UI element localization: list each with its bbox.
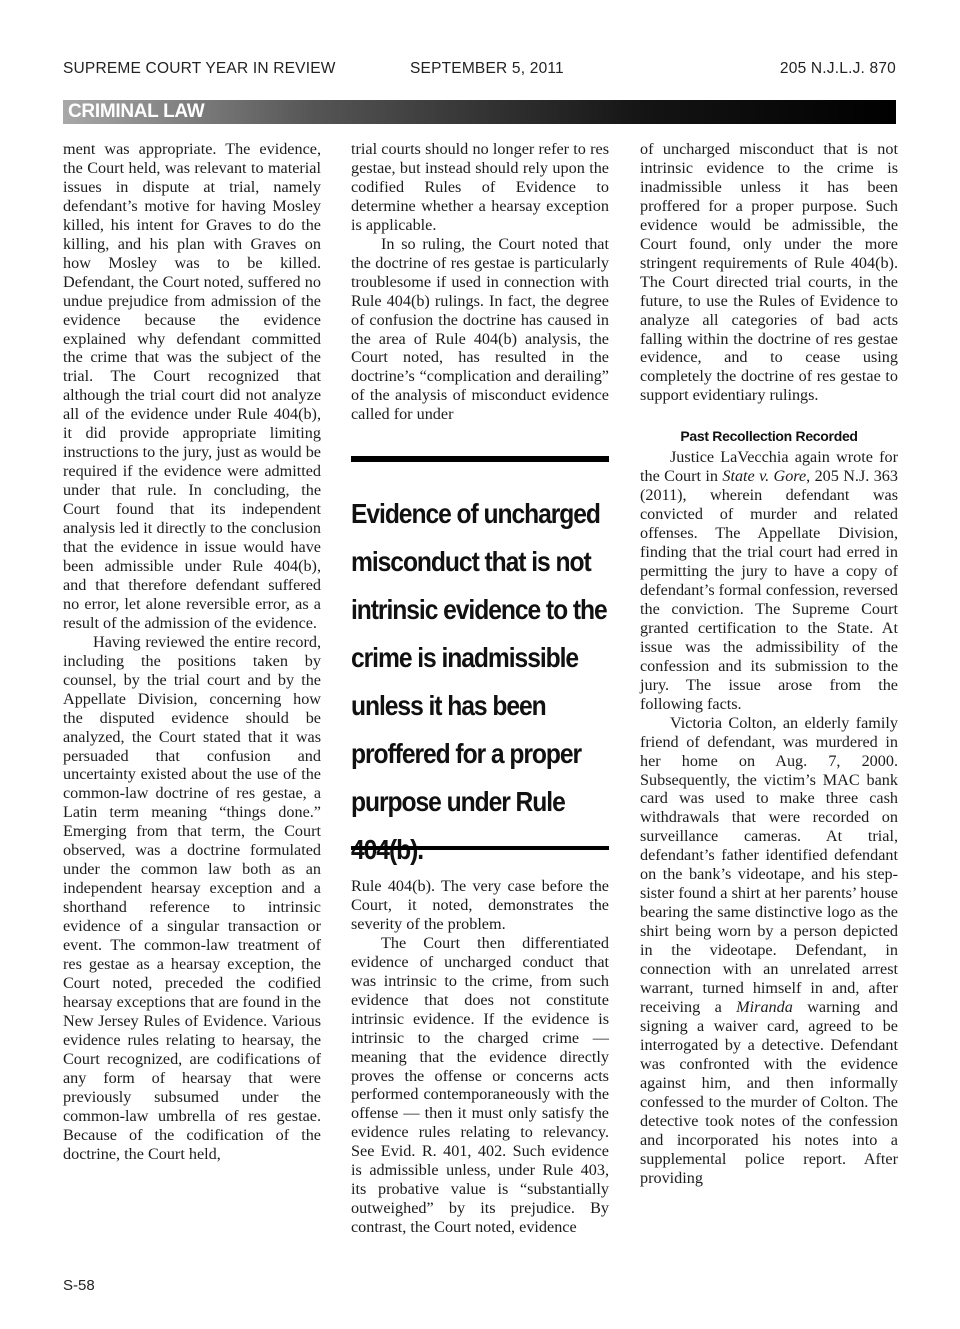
text-run: , 205 N.J. 363 (2011), wherein defendant was convicted of murder and related offenses. The Appellate Division, finding that the trial court had erred in permitting the jury to have a copy of defendant’s formal confession, reversed the conviction. The Supreme Court granted certification to the State. At issue was the admissibility of the confession and its submission to the jury. The issue arose from the following facts. [640,467,899,713]
page-number: S-58 [63,1277,95,1294]
paragraph: The Court then differentiated evidence of uncharged conduct that was intrinsic to the crime, from such evidence that does not constitute intrinsic evidence. If the evidence is intrinsic to the charged crime — meaning that the evidence directly proves the offense or concerns acts performed contemporaneously with the offense — then it must only satisfy the evidence rules relating to relevancy. See Evid. R. 401, 402. Such evidence is admissible unless, under Rule 403, its probative value is “substantially outweighed” by its prejudice. By contrast, the Court noted, evidence [351,933,609,1237]
text-run: Justice LaVecchia again wrote for the Court in [640,448,898,486]
column-2-continued [351,877,609,1237]
text-run: warning and signing a waiver card, agreed to be interrogated by a detective. Defendant was confronted with the evidence against him, and then informally confessed to the murder of Colton. The detective took notes of the confession and incorporated his notes into a supplemental police report. After providing [640,997,899,1187]
paragraph: Rule 404(b). The very case before the Court, it noted, demonstrates the severity of the problem. [351,877,609,933]
section-bar [63,100,896,124]
paragraph: Having reviewed the entire record, including the positions taken by counsel, by the trial court and by the Appellate Division, concerning how the disputed evidence should be analyzed, the Court stated that it was persuaded that confusion and uncertainty existed about the use of the common-law doctrine of res gestae, a Latin term meaning “things done.” Emerging from that term, the Court observed, was a doctrine formulated under the common law both as an independent hearsay exception and a shorthand reference to intrinsic evidence of a singular transaction or event. The common-law treatment of res gestae as a hearsay exception, the Court noted, preceded the codified hearsay exceptions that are found in the New Jersey Rules of Evidence. Various evidence rules relating to hearsay, the Court recognized, are codifications of any form of hearsay that were previously subsumed under the common-law umbrella of res gestae. Because of the codification of the doctrine, the Court held, [63,632,321,1163]
paragraph: In so ruling, the Court noted that the doctrine of res gestae is particularly troublesome if used in connection with Rule 404(b) rulings. In fact, the degree of confusion the doctrine has caused in the area of Rule 404(b) analysis, the Court noted, has resulted in the doctrine’s “complication and derailing” of the analysis of misconduct evidence called for under [351,234,609,424]
running-head [63,60,896,82]
journal-citation: 205 N.J.L.J. 870 [779,60,896,77]
column-2 [351,140,609,424]
issue-date: SEPTEMBER 5, 2011 [410,60,564,77]
section-title: CRIMINAL LAW [68,101,205,122]
text-run: Victoria Colton, an elderly family friend of defendant, was murdered in her home on Aug. 7, 2000. Subsequently, the victim’s MAC bank card was used to make three cash withdrawals that were recorded on surveillance cameras. At trial, defendant’s father identified defendant on the bank’s videotape, and his step-sister found a shirt at her parents’ house bearing the same distinctive logo as the shirt being worn by a person depicted in the videotape. Defendant, in connection with an unrelated arrest warrant, turned himself in and, after receiving a [640,713,898,1016]
paragraph: trial courts should no longer refer to res gestae, but instead should rely upon the codified Rules of Evidence to determine whether a hearsay exception is applicable. [351,140,609,234]
paragraph: ment was appropriate. The evidence, the Court held, was relevant to material issues in dispute at trial, namely defendant’s motive for having Mosley killed, his intent for Graves to do the killing, and his plan with Graves on how Mosley was to be killed. Defendant, the Court noted, suffered no undue prejudice from admission of the evidence because the evidence explained why defendant committed the crime that was the subject of the trial. The Court recognized that although the trial court did not analyze all of the evidence under Rule 404(b), it did provide appropriate limiting instructions to the jury, just as would be required if the evidence were admitted under that rule. In concluding, the Court found that its independent analysis led it directly to the conclusion that the evidence in issue would have been admissible under Rule 404(b), and that therefore defendant suffered no error, let alone reversible error, as a result of the admission of the evidence. [63,140,321,632]
subheading: Past Recollection Recorded [680,428,858,445]
publication-title: SUPREME COURT YEAR IN REVIEW [63,60,336,77]
pull-quote: Evidence of uncharged misconduct that is not intrinsic evidence to the crime is inadmissible unless it has been proffered for a proper purpose under Rule [351,498,607,817]
case-name: State v. Gore [722,467,807,486]
paragraph [640,448,898,713]
paragraph [640,714,898,1188]
column-3 [640,140,898,1187]
pullquote-rule-bottom [351,846,609,850]
column-1 [63,140,321,1163]
italic-term: Miranda [736,997,793,1016]
pullquote-rule-top [351,456,609,462]
paragraph: of uncharged misconduct that is not intrinsic evidence to the crime is inadmissible unless it has been proffered for a proper purpose. Such evidence would be admissible, the Court found, only under the more stringent requirements of Rule 404(b). The Court directed trial courts, in the future, to use the Rules of Evidence to analyze all categories of bad acts falling within the doctrine of res gestae evidence, and to cease using completely the doctrine of res gestae to support evidentiary rulings. [640,140,898,405]
